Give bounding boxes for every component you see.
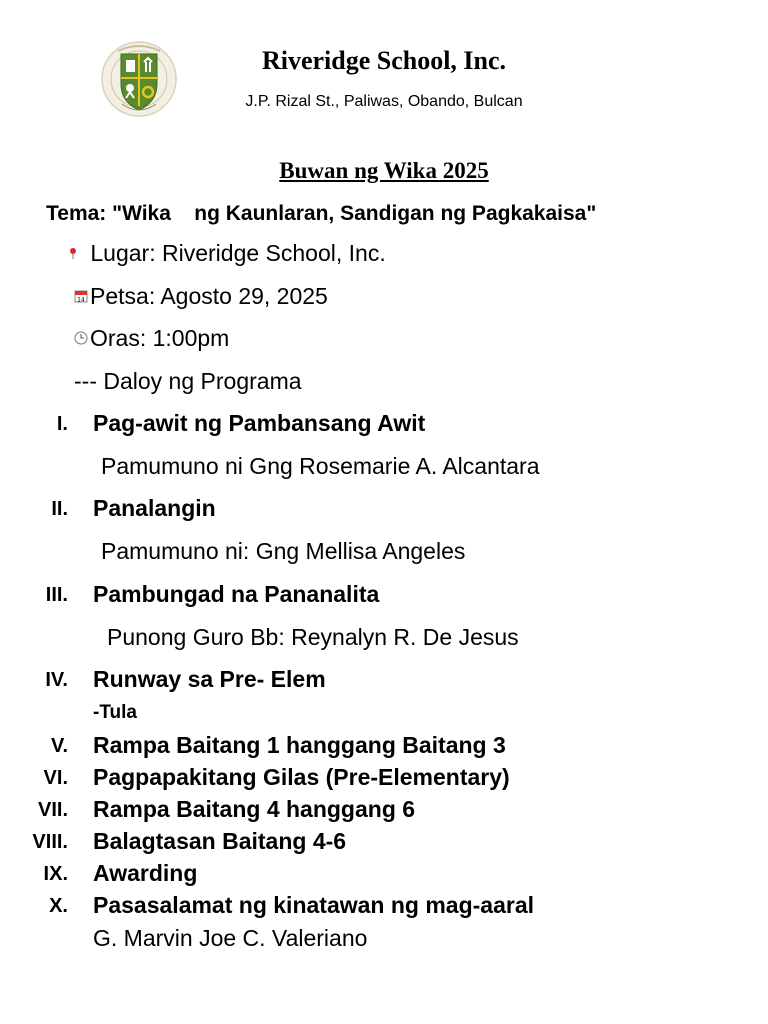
program-item-title: Rampa Baitang 1 hanggang Baitang 3	[93, 732, 506, 758]
event-title: Buwan ng Wika 2025	[279, 158, 489, 183]
location-line	[68, 240, 386, 267]
program-item-title: Pasasalamat ng kinatawan ng mag-aaral	[93, 892, 535, 918]
program-number: I.	[56, 413, 68, 435]
program-item-title: Balagtasan Baitang 4-6	[93, 828, 347, 854]
program-item-title: Panalangin	[93, 495, 216, 521]
program-number: X.	[49, 895, 68, 917]
program-number: VII.	[37, 799, 68, 821]
clock-icon	[74, 331, 90, 348]
program-item-title: Rampa Baitang 4 hanggang 6	[93, 796, 416, 822]
svg-text:14: 14	[77, 296, 85, 304]
program-number: VIII.	[32, 831, 68, 853]
program-item-title: Pag-awit ng Pambansang Awit	[93, 410, 426, 436]
calendar-icon	[74, 289, 90, 306]
school-name: Riveridge School, Inc.	[261, 46, 507, 75]
program-item-title: Runway sa Pre- Elem	[93, 666, 326, 692]
program-number: III.	[45, 584, 68, 606]
program-item-sub: G. Marvin Joe C. Valeriano	[93, 925, 368, 951]
program-item-sub: Pamumuno ni: Gng Mellisa Angeles	[101, 538, 466, 564]
program-item-title: Pambungad na Pananalita	[93, 581, 380, 607]
program-number: V.	[50, 735, 68, 757]
program-number: IV.	[45, 669, 68, 691]
date-line	[74, 283, 328, 310]
date-text: Petsa: Agosto 29, 2025	[90, 283, 328, 309]
program-item-title: Pagpapakitang Gilas (Pre-Elementary)	[93, 764, 510, 790]
school-address: J.P. Rizal St., Paliwas, Obando, Bulcan	[245, 93, 523, 110]
program-item-title: Awarding	[93, 860, 198, 886]
program-item-sub: Pamumuno ni Gng Rosemarie A. Alcantara	[101, 453, 540, 479]
program-item-sub: -Tula	[93, 702, 137, 723]
program-item-sub: Punong Guro Bb: Reynalyn R. De Jesus	[107, 624, 519, 650]
time-text: Oras: 1:00pm	[90, 325, 230, 351]
location-text: Lugar: Riveridge School, Inc.	[84, 240, 386, 266]
program-number: VI.	[43, 767, 68, 789]
program-flow-heading: --- Daloy ng Programa	[74, 368, 302, 394]
time-line	[74, 325, 229, 352]
school-logo	[100, 40, 178, 118]
location-pin-icon	[68, 246, 84, 263]
program-number: IX.	[43, 863, 68, 885]
event-theme: Tema: "Wika ng Kaunlaran, Sandigan ng Pagkakaisa"	[46, 202, 597, 225]
program-number: II.	[51, 498, 68, 520]
